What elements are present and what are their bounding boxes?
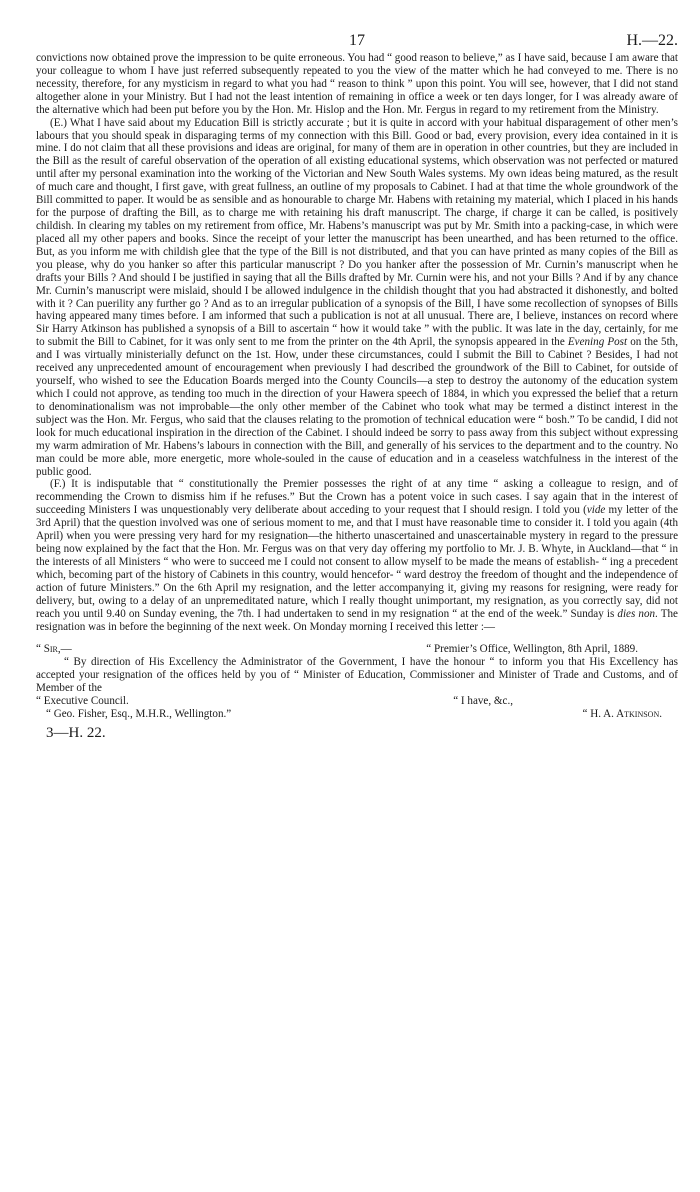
italic-text: Evening Post xyxy=(567,336,628,349)
document-reference: H.—22. xyxy=(626,32,678,49)
text-segment: convictions now obtained prove the impression to be quite erroneous. You had “ good reason to believe,” as I have said, because I am aware that your colleague to whom I have just referred subsequently repeated to you the view of the matter which he had conveyed to me. There is no necessity, therefore, for any mysticism in regard to what you had “ reason to think ” upon this point. You will see, however, that I did not stand altogether alone in your Ministry. But I had not the least intention of remaining in office a week or ten days longer, for I was already aware of the alternative which had been put before you by the Hon. Mr. Hislop and the Hon. Mr. Fergus in regard to my retirement from the Ministry. xyxy=(36,52,678,116)
text-segment: my letter of the 3rd April) that the question involved was one of serious moment to me, and that I must have reasonable time to consider it. I told you again (4th April) when you were pressing very hard for my resignation—the hitherto unascertained and unascertainable mystery in regard to the pressure being now explained by the fact that the Hon. Mr. Fergus was on that very day offering my portfolio to Mr. J. B. Whyte, in Auckland—that “ in the interests of all Ministers “ who were to succeed me I could not consent to allow myself to be made the means of establish- “ ing a precedent which, becoming part of the history of Cabinets in this country, would hencefor- “ ward destroy the freedom of thought and the independence of action of future Ministers.” On the 6th April my resignation, and the letter accompanying it, giving my reasons for resigning, were ready for delivery, but, owing to a delay of an unpremeditated nature, which I really thought unimportant, my resignation, as you correctly say, did not reach you until 9.40 on Sunday evening, the 7th. I had undertaken to send in my resignation “ at the end of the week.” Sunday is xyxy=(36,504,678,620)
page-header xyxy=(36,0,678,52)
letter-heading xyxy=(36,643,678,656)
letter-body: “ By direction of His Excellency the Administrator of the Government, I have the honour “ to inform you that His Excellency has accepted your resignation of the offices held by you of “ Minister of Education, Commissioner and Minister of Trade and Customs, and of Member of the xyxy=(36,656,678,695)
letter-signoff-row xyxy=(36,695,678,708)
page-number: 17 xyxy=(349,32,365,49)
italic-text: dies non xyxy=(617,607,656,620)
quoted-letter xyxy=(36,643,678,720)
body-text xyxy=(36,52,678,633)
letter-salutation: “ Sir,— xyxy=(36,643,72,656)
letter-address-row xyxy=(36,708,678,721)
paragraph xyxy=(36,117,678,479)
letter-office-date: “ Premier’s Office, Wellington, 8th April, 1889. xyxy=(426,643,638,656)
italic-text: vide xyxy=(586,504,606,517)
text-segment: on the 5th, and I was virtually ministerially defunct on the 1st. How, under these circumstances, could I submit the Bill to Cabinet ? Besides, I had not received any unprecedented amount of encouragement when previously I had described the groundwork of the Bill to Cabinet, for outside of yourself, who wished to see the Education Boards merged into the County Councils—a step to destroy the autonomy of the education system which I could not approve, as tending too much in the direction of your Hawera speech of 1884, in which you expressed the belief that a return to denominationalism was not improbable—the only other member of the Cabinet who took what may be termed a distinct interest in the subject was the Hon. Mr. Fergus, who said that the clauses relating to the promotion of technical education were “ bosh.” To be candid, I did not look for much educational inspiration in the direction of the Cabinet. I should indeed be sorry to pass away from this subject without expressing my warm admiration of Mr. Habens’s labours in connection with the Bill, and generally of his services to the department and to the country. No man could be more able, more energetic, more whole-souled in the cause of education and in a ceaseless watchfulness in the interest of the public good. xyxy=(36,336,679,478)
paragraph xyxy=(36,52,678,117)
letter-signature: “ H. A. Atkinson. xyxy=(582,708,662,721)
footer-reference: 3—H. 22. xyxy=(46,724,106,741)
text-segment: (F.) It is indisputable that “ constitutionally the Premier possesses the right of at any time “ asking a colleague to resign, and of recommending the Crown to dismiss him if he refuses.” But the Crown has a potent voice in such cases. I say again that in the interest of succeeding Ministers I was unquestionably very deliberate about acceding to your request that I should resign. I told you ( xyxy=(36,478,678,517)
text-segment: . The resignation was in before the beginning of the next week. On Monday morning I received this letter :— xyxy=(36,607,678,633)
paragraph xyxy=(36,478,678,633)
letter-council: “ Executive Council. xyxy=(36,695,129,708)
letter-closing: “ I have, &c., xyxy=(453,695,513,708)
letter-addressee: “ Geo. Fisher, Esq., M.H.R., Wellington.” xyxy=(46,708,232,721)
text-segment: (E.) What I have said about my Education Bill is strictly accurate ; but it is quite in accord with your habitual disparagement of other men’s labours that you should speak in disparaging terms of my connection with this Bill. Good or bad, every provision, every idea contained in it is mine. I do not claim that all these provisions and ideas are original, for many of them are in operation in other countries, but they are included in the Bill as the result of careful observation of the operation of all existing educational systems, which observation was not perfected or matured until after my personal examination into the working of the Victorian and New South Wales systems. My own ideas being matured, as the result of much care and thought, I first gave, with great fullness, an outline of my proposals to Cabinet. I had at that time the whole groundwork of the Bill committed to paper. It would be as sensible and as honourable to charge Mr. Habens with retaining my material, which I placed in his hands for the purpose of drafting the Bill, as to charge me with retaining his draft manuscript. The charge, if charge it can be called, is positively childish. In clearing my tables on my retirement from office, Mr. Habens’s manuscript was put by Mr. Smith into a packing-case, in which were placed all my other papers and books. Since the receipt of your letter the manuscript has been unearthed, and has been returned to the office. But, as you inform me with childish glee that the type of the Bill is not distributed, and that you can have printed as many copies of the Bill as you please, why do you hanker so after this particular manuscript ? Do you hanker after the possession of Mr. Curnin’s manuscript when he drafts your Bills ? And should I be justified in saying that all the Bills drafted by Mr. Curnin were his, and not your Bills ? And if by any chance Mr. Curnin’s manuscript were mislaid, should I be allowed indulgence in the childish thought that you had abstracted it dishonestly, and bolted with it ? Can puerility any further go ? And as to an irregular publication of a synopsis of the Bill, I have some recollection of synopses of Bills having appeared many times before. I am informed that such a publication is not at all unusual. There are, I believe, instances on record where Sir Harry Atkinson has published a synopsis of a Bill to ascertain “ how it would take ” with the public. It was late in the day, certainly, for me to submit the Bill to Cabinet, for it was only sent to me from the printer on the 4th April, the synopsis appeared in the xyxy=(36,116,678,349)
